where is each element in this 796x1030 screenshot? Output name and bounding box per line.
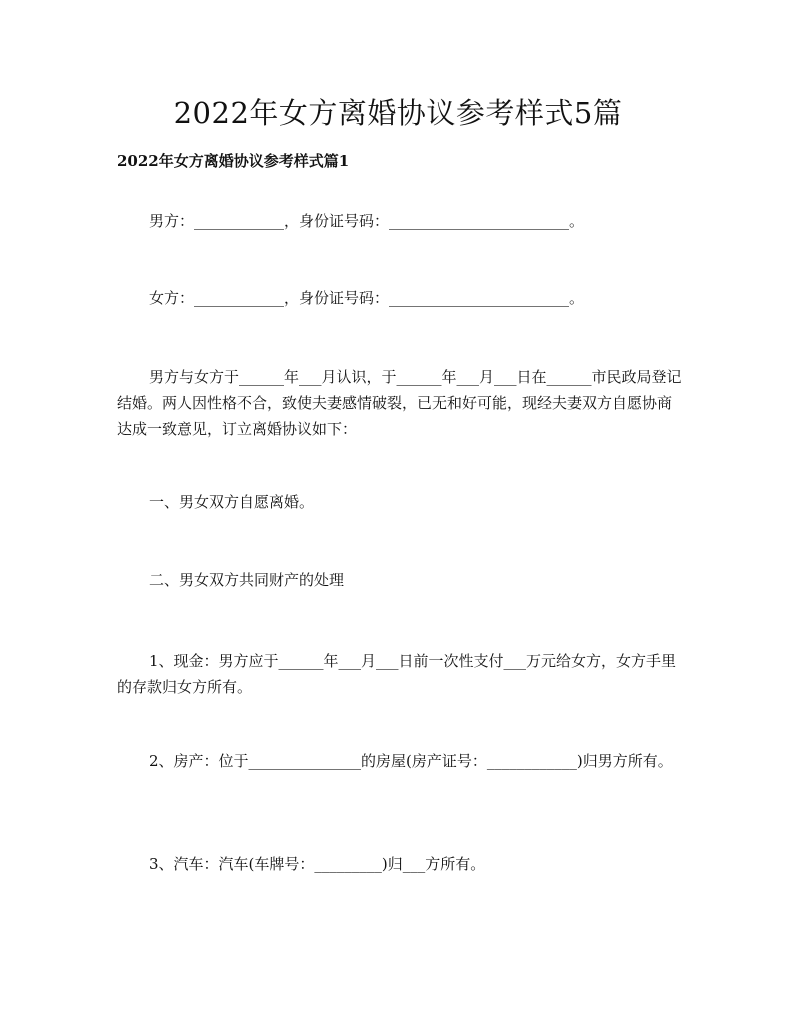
paragraph-clause-1: 一、男女双方自愿离婚。 <box>149 493 315 511</box>
paragraph-clause-2: 二、男女双方共同财产的处理 <box>149 571 345 589</box>
document-title: 2022年女方离婚协议参考样式5篇 <box>173 96 623 130</box>
paragraph-marriage-info: 男方与女方于______年___月认识，于______年___月___日在______市民政局登记结婚。两人因性格不合，致使夫妻感情破裂，已无和好可能，现经夫妻双方自愿协商达成一致意见，订立离婚协议如下： <box>117 368 682 438</box>
section-heading: 2022年女方离婚协议参考样式篇1 <box>117 152 350 170</box>
paragraph-male-party: 男方：____________，身份证号码：________________________。 <box>149 212 585 230</box>
paragraph-car: 3、汽车：汽车(车牌号：_________)归___方所有。 <box>149 855 486 873</box>
paragraph-property: 2、房产：位于_______________的房屋(房产证号：____________)归男方所有。 <box>149 752 673 770</box>
paragraph-cash: 1、现金：男方应于______年___月___日前一次性支付___万元给女方，女方手里的存款归女方所有。 <box>117 652 677 696</box>
paragraph-female-party: 女方：____________，身份证号码：________________________。 <box>149 289 585 307</box>
